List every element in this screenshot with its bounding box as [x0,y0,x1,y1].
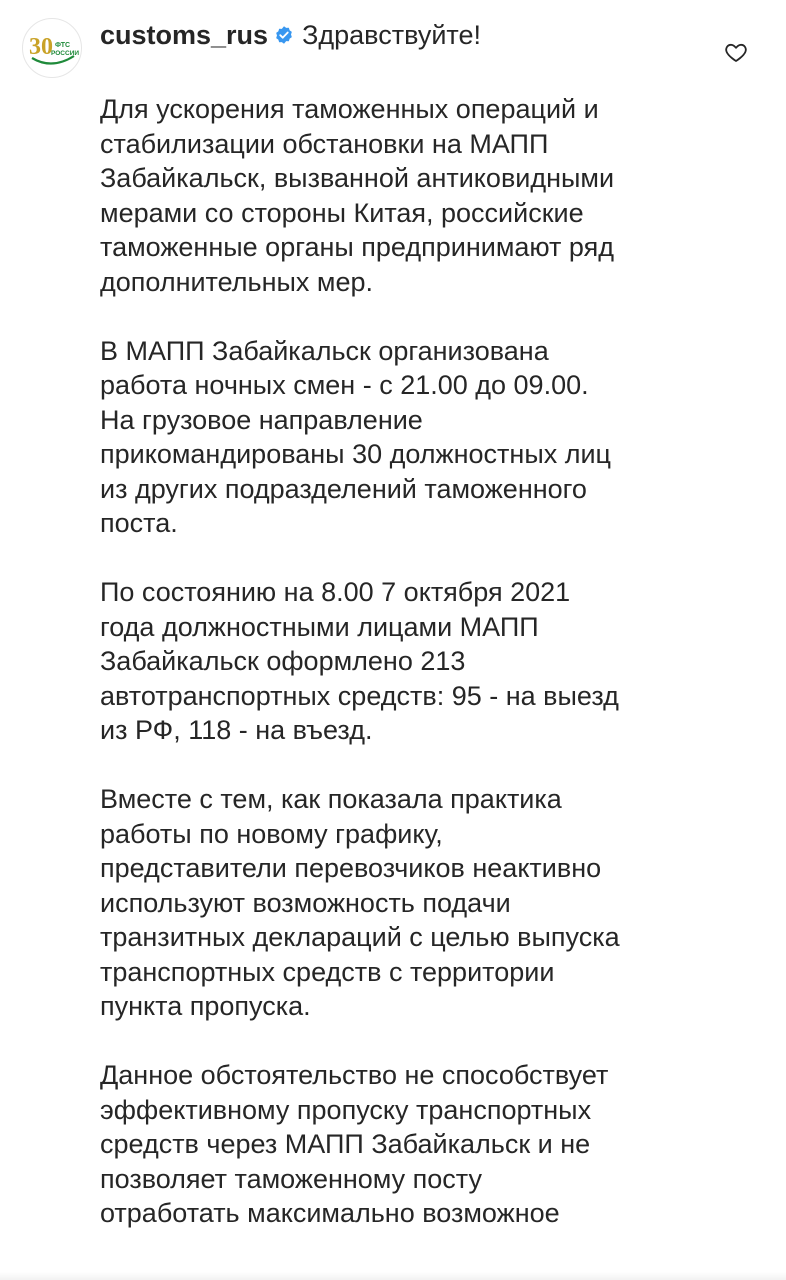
username-link[interactable]: customs_rus [100,20,269,50]
caption-greeting: Здравствуйте! [302,20,481,50]
bottom-fade-divider [0,1272,786,1280]
avatar-numeral: 30 [29,34,53,60]
fts-logo-icon [24,20,80,76]
caption-paragraph-1: Для ускорения таможенных операций и стабилизации обстановки на МАПП Забайкальск, вызванной антиковидными мерами со стороны Китая, российские таможенные органы предпринимают ряд дополнительных мер. [100,94,615,297]
profile-avatar[interactable] [22,18,82,78]
caption-paragraph-3: По состоянию на 8.00 7 октября 2021 года должностными лицами МАПП Забайкальск оформлено 213 автотранспортных средств: 95 - на выезд из РФ, 118 - на въезд. [100,577,619,745]
caption-header [100,14,706,56]
heart-icon[interactable] [724,40,748,64]
caption-paragraph-2: В МАПП Забайкальск организована работа ночных смен - с 21.00 до 09.00. На грузовое направление прикомандированы 30 должностных лиц из других подразделений таможенного поста. [100,335,612,538]
caption-body [100,92,740,1265]
caption-paragraph-5: Данное обстоятельство не способствует эффективному пропуску транспортных средств через МАПП Забайкальск и не позволяет таможенному посту отработать максимально возможное [100,1060,609,1228]
verified-badge-icon [274,25,294,45]
avatar-org-line2: РОССИИ [51,50,80,57]
caption-paragraph-4: Вместе с тем, как показала практика работы по новому графику, представители перевозчиков неактивно используют возможность подачи транзитных деклараций с целью выпуска транспортных средств с территории пункта пропуска. [100,784,620,1021]
avatar-org-line1: ФТС [55,42,71,49]
